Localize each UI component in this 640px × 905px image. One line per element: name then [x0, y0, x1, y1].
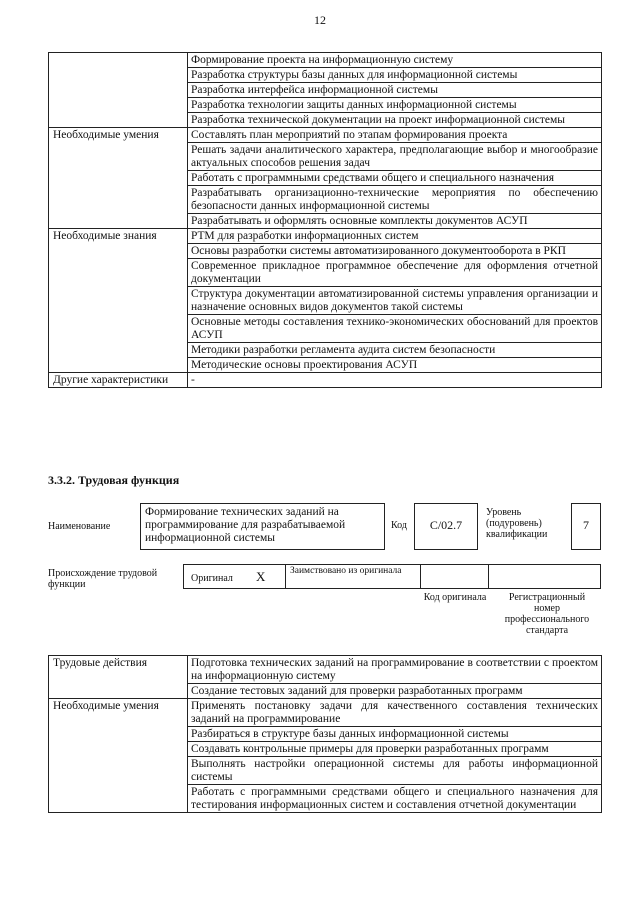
- table-cell: Разработка технической документации на проект информационной системы: [188, 113, 602, 128]
- code-label: Код: [391, 520, 407, 531]
- level-box: [571, 503, 601, 550]
- table-row: [49, 699, 602, 727]
- page-number: 12: [314, 13, 326, 27]
- table-cell: Основы разработки системы автоматизированного документооборота в РКП: [188, 244, 602, 259]
- row-label: Другие характеристики: [49, 373, 188, 388]
- table-cell: Разработка технологии защиты данных информационной системы: [188, 98, 602, 113]
- table-row: [49, 373, 602, 388]
- table-cell: Разрабатывать организационно-технические мероприятия по обеспечению безопасности данных информационной системы: [188, 186, 602, 214]
- cell-divider: [488, 565, 489, 588]
- table-cell: -: [188, 373, 602, 388]
- row-label: Необходимые умения: [49, 699, 188, 813]
- code-box: [414, 503, 478, 550]
- name-label: Наименование: [48, 521, 111, 532]
- table-row: [49, 229, 602, 244]
- table-cell: Создавать контрольные примеры для проверки разработанных программ: [188, 742, 602, 757]
- row-label: Необходимые знания: [49, 229, 188, 373]
- table-cell: Применять постановку задачи для качественного составления технических заданий на программирование: [188, 699, 602, 727]
- code-caption: Код оригинала: [423, 592, 487, 603]
- table-cell: Работать с программными средствами общего и специального назначения: [188, 171, 602, 186]
- origin-label: Происхождение трудовой функции: [48, 568, 158, 590]
- table-cell: Разбираться в структуре базы данных информационной системы: [188, 727, 602, 742]
- borrowed-label: Заимствовано из оригинала: [290, 566, 402, 576]
- requirements-table-top: [48, 52, 602, 388]
- table-cell: РТМ для разработки информационных систем: [188, 229, 602, 244]
- code-value: С/02.7: [429, 518, 463, 532]
- level-label: Уровень (подуровень) квалификации: [486, 507, 548, 540]
- table-cell: Разработка структуры базы данных для информационной системы: [188, 68, 602, 83]
- table-cell: Структура документации автоматизированной системы управления организации и назначение основных видов документов такой системы: [188, 287, 602, 315]
- table-cell: Методики разработки регламента аудита систем безопасности: [188, 343, 602, 358]
- table-cell: Современное прикладное программное обеспечение для оформления отчетной документации: [188, 259, 602, 287]
- table-row: [49, 53, 602, 68]
- section-heading: 3.3.2. Трудовая функция: [48, 473, 180, 487]
- function-name: Формирование технических заданий на программирование для разрабатываемой информационной системы: [145, 506, 346, 544]
- table-row: [49, 656, 602, 684]
- function-name-box: [140, 503, 385, 550]
- row-label: Необходимые умения: [49, 128, 188, 229]
- table-cell: Создание тестовых заданий для проверки разработанных программ: [188, 684, 602, 699]
- requirements-table-bottom: [48, 655, 602, 813]
- table-cell: Решать задачи аналитического характера, предполагающие выбор и многообразие актуальных способов решения задач: [188, 143, 602, 171]
- table-cell: Разработка интерфейса информационной системы: [188, 83, 602, 98]
- table-cell: Методические основы проектирования АСУП: [188, 358, 602, 373]
- original-mark: X: [256, 569, 266, 584]
- table-cell: Составлять план мероприятий по этапам формирования проекта: [188, 128, 602, 143]
- level-value: 7: [583, 518, 589, 532]
- table-cell: Выполнять настройки операционной системы для работы информационной системы: [188, 757, 602, 785]
- table-row: [49, 128, 602, 143]
- cell-divider: [285, 565, 286, 588]
- table-cell: Работать с программными средствами общего и специального назначения для тестирования информационных систем и составления отчетной документации: [188, 785, 602, 813]
- table-cell: Основные методы составления технико-экономических обоснований для проектов АСУП: [188, 315, 602, 343]
- table-cell: Формирование проекта на информационную систему: [188, 53, 602, 68]
- origin-table: [183, 564, 601, 589]
- cell-divider: [420, 565, 421, 588]
- table-cell: Подготовка технических заданий на программирование в соответствии с проектом на информационную систему: [188, 656, 602, 684]
- reg-caption: Регистрационный номер профессионального стандарта: [504, 592, 590, 636]
- original-label: Оригинал: [191, 573, 233, 584]
- row-label: Трудовые действия: [49, 656, 188, 699]
- table-cell: Разрабатывать и оформлять основные комплекты документов АСУП: [188, 214, 602, 229]
- row-label: [49, 53, 188, 128]
